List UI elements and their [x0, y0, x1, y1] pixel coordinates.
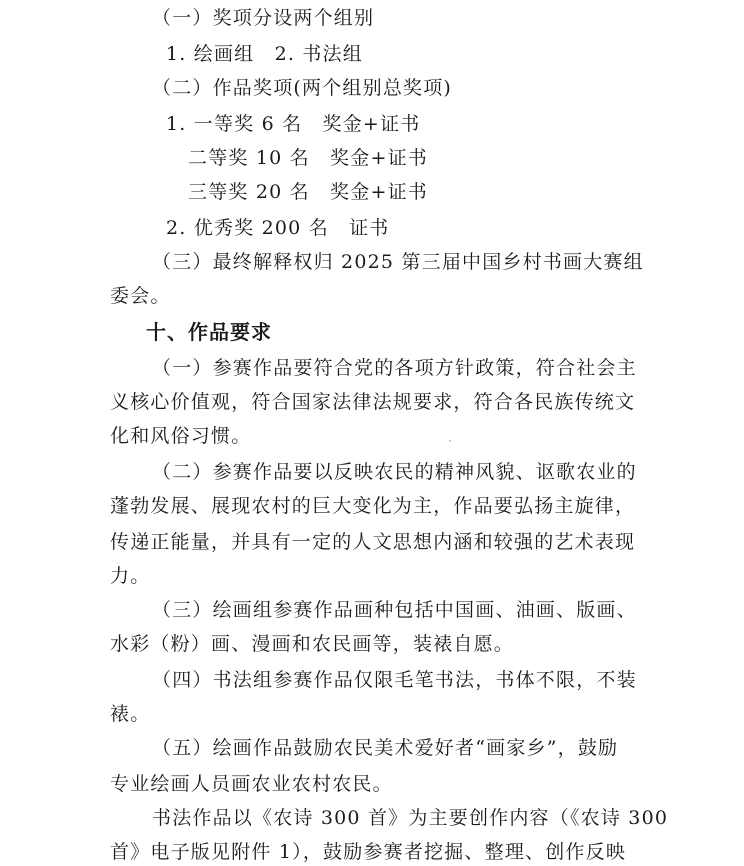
section-3-continued: 委会。: [110, 285, 171, 307]
category-list: 1. 绘画组 2. 书法组: [166, 43, 363, 65]
requirement-2-line-4: 力。: [110, 565, 151, 587]
requirement-2-line-2: 蓬勃发展、展现农村的巨大变化为主，作品要弘扬主旋律，: [110, 495, 636, 517]
requirement-1-paragraph: （一）参赛作品要符合党的各项方针政策，符合社会主: [152, 357, 637, 379]
second-prize-line: 二等奖 10 名 奖金+证书: [188, 147, 428, 169]
excellence-award-line: 2. 优秀奖 200 名 证书: [166, 217, 390, 239]
section-1-heading: （一）奖项分设两个组别: [152, 7, 375, 29]
section-3-paragraph: （三）最终解释权归 2025 第三届中国乡村书画大赛组: [152, 251, 644, 273]
requirement-3-line-2: 水彩（粉）画、漫画和农民画等，装裱自愿。: [110, 633, 515, 655]
requirement-2-line-3: 传递正能量，并具有一定的人文思想内涵和较强的艺术表现: [110, 531, 636, 553]
calligraphy-line-2: 首》电子版见附件 1），鼓励参赛者挖掘、整理、创作反映: [110, 841, 627, 863]
scan-speck: [449, 440, 451, 442]
first-prize-line: 1. 一等奖 6 名 奖金+证书: [166, 113, 421, 135]
requirement-1-line-2: 义核心价值观，符合国家法律法规要求，符合各民族传统文: [110, 391, 636, 413]
third-prize-line: 三等奖 20 名 奖金+证书: [188, 181, 428, 203]
requirement-4-line-2: 裱。: [110, 703, 151, 725]
requirement-2-paragraph: （二）参赛作品要以反映农民的精神风貌、讴歌农业的: [152, 461, 637, 483]
calligraphy-paragraph: 书法作品以《农诗 300 首》为主要创作内容（《农诗 300: [152, 807, 669, 829]
requirement-1-line-3: 化和风俗习惯。: [110, 425, 252, 447]
requirement-5-paragraph: （五）绘画作品鼓励农民美术爱好者“画家乡”，鼓励: [152, 737, 619, 759]
requirement-5-line-2: 专业绘画人员画农业农村农民。: [110, 773, 393, 795]
section-2-heading: （二）作品奖项(两个组别总奖项): [152, 77, 453, 99]
requirement-3-paragraph: （三）绘画组参赛作品画种包括中国画、油画、版画、: [152, 599, 637, 621]
chapter-10-heading: 十、作品要求: [146, 320, 272, 344]
requirement-4-paragraph: （四）书法组参赛作品仅限毛笔书法，书体不限，不装: [152, 669, 637, 691]
